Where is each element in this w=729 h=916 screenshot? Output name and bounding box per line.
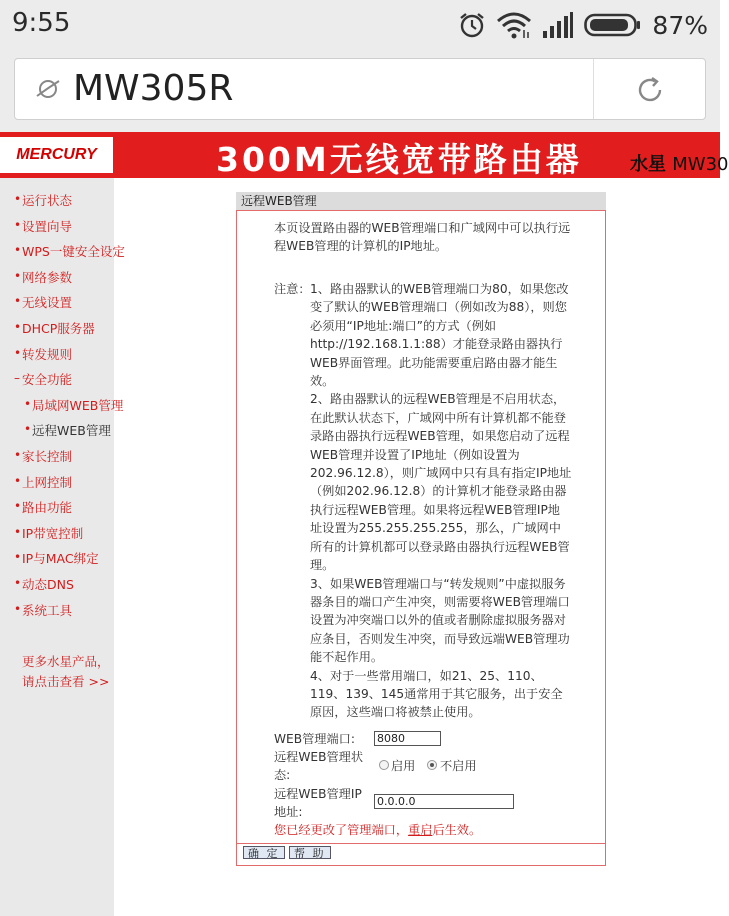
sidebar-item[interactable]	[0, 420, 114, 446]
bullet-icon: •	[14, 601, 22, 616]
sidebar-item[interactable]	[0, 523, 114, 549]
enable-radio-label[interactable]: 启用	[391, 759, 416, 773]
remote-status-label: 远程WEB管理状态:	[274, 750, 364, 782]
sidebar-item[interactable]	[0, 574, 114, 600]
bullet-icon: •	[14, 192, 22, 206]
sidebar-item-label[interactable]: 远程WEB管理	[32, 423, 111, 439]
sidebar-item[interactable]	[0, 369, 114, 395]
wifi-icon	[496, 11, 532, 39]
panel-body	[236, 210, 606, 844]
sidebar-item-label[interactable]: 转发规则	[22, 346, 73, 362]
brand-name: 水星	[630, 154, 666, 175]
header-brand	[630, 150, 729, 176]
sidebar-item[interactable]	[0, 292, 114, 318]
sidebar-item[interactable]	[0, 190, 114, 216]
disable-radio-label[interactable]: 不启用	[440, 759, 477, 773]
button-bar	[236, 844, 606, 866]
signal-icon	[542, 11, 574, 39]
reboot-link[interactable]: 重启	[408, 823, 433, 837]
bullet-icon: •	[14, 550, 22, 565]
reload-icon[interactable]	[635, 75, 665, 105]
bullet-icon: •	[14, 473, 22, 488]
note-4: 4、对于一些常用端口，如21、25、110、119、139、145通常用于其它服务，出于安全原因，这些端口将被禁止使用。	[310, 668, 563, 720]
sidebar-item-label[interactable]: 家长控制	[22, 448, 73, 464]
address-divider	[593, 59, 594, 119]
bullet-icon: •	[14, 447, 22, 462]
sidebar-item-label[interactable]: 运行状态	[22, 193, 73, 208]
bullet-icon: •	[14, 294, 22, 309]
warning-suffix: 后生效。	[432, 823, 482, 837]
help-button[interactable]: 帮 助	[289, 846, 331, 859]
model-name: MW30	[672, 154, 729, 175]
remote-ip-label: 远程WEB管理IP地址:	[274, 787, 362, 819]
more-products-link[interactable]	[22, 652, 110, 692]
sidebar-item[interactable]	[0, 318, 114, 344]
bullet-icon: •	[14, 345, 22, 360]
alarm-icon	[458, 11, 486, 39]
bullet-icon: •	[14, 268, 22, 283]
note-2: 2、路由器默认的远程WEB管理是不启用状态，在此默认状态下，广域网中所有计算机都不能登录路由器执行远程WEB管理，如果您启动了远程WEB管理并设置了IP地址（例如设置为202.96.12.8），则广域网中只有具有指定IP地址（例如202.96.12.8）的计算机才能登录路由器执行远程WEB管理。如果将远程WEB管理IP地址设置为255.255.255.255，那么，广域网中所有的计算机都可以登录路由器执行远程WEB管理。	[310, 392, 572, 573]
bullet-icon: •	[14, 499, 22, 514]
sidebar-item-label[interactable]: 路由功能	[22, 500, 73, 516]
browser-toolbar	[0, 50, 720, 132]
router-header	[0, 132, 729, 179]
bullet-icon: •	[14, 524, 22, 539]
sidebar-item-label[interactable]: 局域网WEB管理	[32, 397, 124, 413]
sidebar-item-label[interactable]: 网络参数	[22, 269, 73, 285]
bullet-icon: –	[14, 371, 20, 386]
more-products-line2[interactable]: 请点击查看 >>	[22, 674, 110, 689]
sidebar-item[interactable]	[0, 497, 114, 523]
mercury-logo	[0, 137, 113, 173]
bullet-icon: •	[14, 217, 22, 232]
url-text[interactable]: MW305R	[73, 68, 234, 109]
note-list	[310, 280, 572, 722]
bullet-icon: •	[24, 396, 32, 411]
status-icons	[458, 8, 708, 42]
port-label: WEB管理端口:	[274, 732, 355, 746]
bullet-icon: •	[14, 575, 22, 590]
note-3: 3、如果WEB管理端口与“转发规则”中虚拟服务器条目的端口产生冲突，则需要将WEB管理端口设置为冲突端口以外的值或者删除虚拟服务器对应条目，否则发生冲突，而导致远端WEB管理功能不起作用。	[310, 576, 570, 665]
address-bar[interactable]	[14, 58, 706, 120]
remote-ip-input[interactable]	[374, 794, 514, 809]
sidebar-item-label[interactable]: IP带宽控制	[22, 525, 84, 541]
sidebar-item-label[interactable]: 上网控制	[22, 474, 73, 490]
sidebar-item[interactable]	[0, 446, 114, 472]
sidebar-item[interactable]	[0, 241, 125, 267]
web-port-input[interactable]	[374, 731, 441, 746]
port-change-warning	[274, 822, 481, 838]
sidebar-item-label[interactable]: 无线设置	[22, 295, 73, 311]
status-bar	[0, 0, 720, 50]
ok-button[interactable]: 确 定	[243, 846, 285, 859]
sidebar-item-label[interactable]: 安全功能	[22, 372, 73, 388]
sidebar-item[interactable]	[0, 472, 114, 498]
sidebar-nav	[0, 190, 125, 625]
battery-icon	[584, 12, 642, 38]
remote-web-panel	[236, 192, 606, 866]
sidebar-item-label[interactable]: 系统工具	[22, 602, 73, 618]
bullet-icon: •	[14, 319, 22, 334]
status-time: 9:55	[12, 8, 71, 38]
sidebar-item-label[interactable]: DHCP服务器	[22, 320, 95, 336]
note-label: 注意：	[274, 282, 311, 296]
header-title: 300M无线宽带路由器	[216, 140, 582, 179]
sidebar-item-label[interactable]: WPS一键安全设定	[22, 244, 125, 260]
sidebar-item[interactable]	[0, 548, 114, 574]
warning-prefix: 您已经更改了管理端口，	[274, 823, 409, 837]
intro-text: 本页设置路由器的WEB管理端口和广域网中可以执行远程WEB管理的计算机的IP地址。	[274, 221, 571, 254]
sidebar-item[interactable]	[0, 344, 114, 370]
sidebar-item-label[interactable]: 动态DNS	[22, 576, 74, 592]
disable-radio[interactable]	[427, 760, 437, 770]
site-icon	[35, 76, 61, 102]
bullet-icon: •	[24, 422, 32, 437]
sidebar-item[interactable]	[0, 395, 124, 421]
sidebar-item-label[interactable]: 设置向导	[22, 218, 73, 234]
panel-title: 远程WEB管理	[236, 192, 606, 210]
sidebar-menu	[0, 178, 125, 916]
bullet-icon: •	[14, 243, 22, 258]
sidebar-item[interactable]	[0, 216, 114, 242]
sidebar-item[interactable]	[0, 267, 114, 293]
logo-text: MERCURY	[16, 146, 97, 163]
battery-percentage: 87%	[652, 10, 708, 40]
sidebar-item-label[interactable]: IP与MAC绑定	[22, 551, 99, 567]
sidebar-item[interactable]	[0, 600, 114, 626]
note-1: 1、路由器默认的WEB管理端口为80，如果您改变了默认的WEB管理端口（例如改为88），则您必须用“IP地址:端口”的方式（例如http://192.168.1.1:88）才能登录路由器执行WEB界面管理。此功能需要重启路由器才能生效。	[310, 282, 569, 389]
enable-radio[interactable]	[379, 760, 389, 770]
more-products-line1[interactable]: 更多水星产品，	[22, 654, 110, 669]
